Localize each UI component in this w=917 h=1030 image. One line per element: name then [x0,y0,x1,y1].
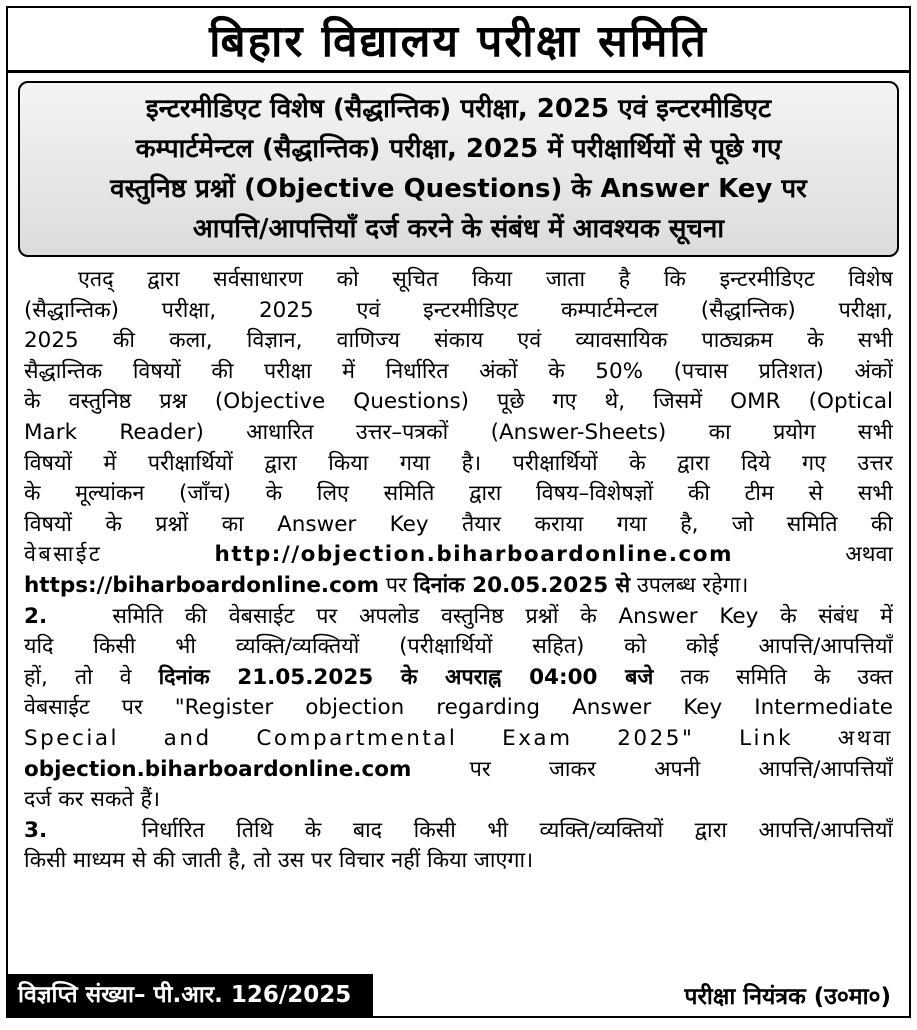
paragraph-3-line: किसी माध्यम से की जाती है, तो उस पर विचार नहीं किया जाएगा। [24,848,534,874]
paragraph-2-line [24,755,893,786]
paragraph-1-line: Mark Reader) आधारित उत्तर–पत्रकों (Answer-Sheets) का प्रयोग सभी [24,419,893,445]
board-website-link[interactable]: https://biharboardonline.com [24,572,379,598]
notice-footer [8,974,909,1016]
paragraph-1-line: (सैद्धान्तिक) परीक्षा, 2025 एवं इन्टरमीडिएट कम्पार्टमेन्टल (सैद्धान्तिक) परीक्षा, [24,297,893,323]
paragraph-1-line: एतद् द्वारा सर्वसाधारण को सूचित किया जाता है कि इन्टरमीडिएट विशेष [78,267,893,292]
paragraph-number: 2. [24,603,48,629]
paragraph-1-line: विषयों में परीक्षार्थियों द्वारा किया गया है। परीक्षार्थियों के द्वारा दिये गए उत्तर [24,450,893,476]
paragraph-1-line: के वस्तुनिष्ठ प्रश्न (Objective Questions) पूछे गए थे, जिसमें OMR (Optical [24,389,893,415]
paragraph-2-line: दर्ज कर सकते हैं। [24,787,161,813]
text: निर्धारित तिथि के बाद किसी भी व्यक्ति/व्यक्तियों द्वारा आपत्ति/आपत्तियाँ [141,817,893,843]
paragraph-2-line [24,663,893,694]
paragraph-2-line [24,602,893,633]
or-label: अथवा [845,542,893,568]
text: तक समिति के उक्त [653,664,893,690]
notice-body [8,257,909,877]
text: उपलब्ध रहेगा। [630,572,749,598]
signatory: परीक्षा नियंत्रक (उ०मा०) [684,984,891,1010]
subject-line: कम्पार्टमेन्टल (सैद्धान्तिक) परीक्षा, 2025 में परीक्षार्थियों से पूछे गए [135,134,782,164]
paragraph-2-line: यदि किसी भी व्यक्ति/व्यक्तियों (परीक्षार्थियों सहित) को कोई आपत्ति/आपत्तियाँ [24,634,893,660]
paragraph-1-line: 2025 की कला, विज्ञान, वाणिज्य संकाय एवं व्यावसायिक पाठ्यक्रम के सभी [24,328,893,354]
paragraph-2-line: Special and Compartmental Exam 2025" Link अथवा [24,725,893,751]
board-title: बिहार विद्यालय परीक्षा समिति [8,8,909,73]
paragraph-1-line: के मूल्यांकन (जाँच) के लिए समिति द्वारा विषय–विशेषज्ञों की टीम से सभी [24,481,893,507]
deadline-date: दिनांक 21.05.2025 के अपराह्न 04:00 बजे [158,664,654,690]
paragraph-1-line [24,540,893,571]
paragraph-1-line: सैद्धान्तिक विषयों की परीक्षा में निर्धारित अंकों के 50% (पचास प्रतिशत) अंकों [24,358,893,384]
text: पर [378,572,414,598]
objection-portal-link[interactable]: http://objection.biharboardonline.com [214,542,733,568]
availability-date: दिनांक 20.05.2025 से [413,572,631,598]
paragraph-1-line [24,571,893,602]
paragraph-3-line [24,816,893,847]
subject-line: वस्तुनिष्ठ प्रश्नों (Objective Questions) के Answer Key पर [110,174,807,204]
paragraph-2-line: वेबसाईट पर "Register objection regarding Answer Key Intermediate [24,695,893,721]
notice-subject-box [18,81,899,257]
text: हों, तो वे [24,664,159,690]
paragraph-number: 3. [24,817,48,843]
notice-number: विज्ञप्ति संख्या– पी.आर. 126/2025 [8,974,373,1016]
text: पर जाकर अपनी आपत्ति/आपत्तियाँ [411,756,893,782]
objection-link[interactable]: objection.biharboardonline.com [24,756,412,782]
notice-page [6,6,911,1018]
paragraph-1-line: विषयों के प्रश्नों का Answer Key तैयार कराया गया है, जो समिति की [24,511,893,537]
subject-line: इन्टरमीडिएट विशेष (सैद्धान्तिक) परीक्षा, 2025 एवं इन्टरमीडिएट [145,94,772,124]
website-label: वेबसाईट [24,542,103,568]
text: समिति की वेबसाईट पर अपलोड वस्तुनिष्ठ प्रश्नों के Answer Key के संबंध में [112,603,893,629]
subject-line: आपत्ति/आपत्तियाँ दर्ज करने के संबंध में आवश्यक सूचना [192,214,725,244]
